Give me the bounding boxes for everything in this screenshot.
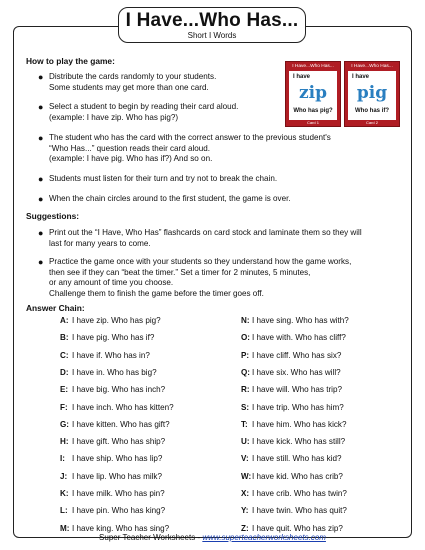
suggestion-item <box>38 257 352 299</box>
answer-chain-letter: T: <box>241 419 248 429</box>
answer-chain-letter: M: <box>60 523 70 533</box>
answer-chain-letter: V: <box>241 454 249 464</box>
how-to-item <box>38 174 278 185</box>
answer-chain-text: I have zip. Who has pig? <box>72 316 161 325</box>
bullet-line: Students must listen for their turn and try not to break the chain. <box>49 174 278 183</box>
answer-chain-text: I have crib. Who has twin? <box>252 489 347 498</box>
answer-chain-row <box>60 420 170 429</box>
answer-chain-text: I have trip. Who has him? <box>252 402 344 412</box>
answer-chain-letter: I: <box>60 454 65 464</box>
answer-chain-row <box>241 472 343 481</box>
bullet-line: The student who has the card with the correct answer to the previous student's <box>49 133 331 142</box>
answer-chain-text: I have cliff. Who has six? <box>252 350 342 360</box>
answer-chain-text: I have kitten. Who has gift? <box>72 419 170 429</box>
bullet-line: Practice the game once with your students so they understand how the game works, <box>49 257 352 266</box>
bullet-dot-icon: ● <box>38 194 44 204</box>
answer-chain-letter: B: <box>60 333 69 343</box>
answer-chain-text: I have pig. Who has if? <box>72 333 155 343</box>
answer-chain-letter: J: <box>60 471 68 481</box>
answer-chain-text: I have milk. Who has pin? <box>72 489 165 498</box>
card-header: I Have...Who Has... <box>292 64 334 69</box>
answer-chain-letter: Q: <box>241 367 250 377</box>
answer-chain-letter: O: <box>241 333 250 343</box>
card-whohas: Who has if? <box>355 108 389 114</box>
answer-chain-letter: F: <box>60 402 68 412</box>
how-to-heading: How to play the game: <box>26 56 115 66</box>
how-to-item <box>38 72 217 93</box>
answer-chain-letter: Z: <box>241 523 249 533</box>
bullet-line: (example: I have zip. Who has pig?) <box>49 112 179 122</box>
answer-chain-text: I have twin. Who has quit? <box>252 506 347 516</box>
bullet-line: “Who Has...” question reads their card aloud. <box>49 143 211 153</box>
answer-chain-text: I have will. Who has trip? <box>252 385 342 395</box>
card-ihave: I have <box>293 74 311 80</box>
bullet-dot-icon: ● <box>38 257 44 267</box>
answer-chain-letter: W: <box>241 471 252 481</box>
card-whohas: Who has pig? <box>293 108 333 114</box>
answer-chain-row <box>60 524 169 533</box>
answer-chain-row <box>60 489 165 498</box>
answer-chain-row <box>241 489 347 498</box>
footer <box>0 533 425 542</box>
answer-chain-text: I have him. Who has kick? <box>252 419 347 429</box>
answer-chain-row <box>241 437 345 446</box>
bullet-line: Some students may get more than one card. <box>49 82 209 92</box>
answer-chain-letter: X: <box>241 489 250 498</box>
answer-chain-row <box>241 420 346 429</box>
bullet-dot-icon: ● <box>38 228 44 238</box>
answer-chain-letter: K: <box>60 489 69 498</box>
bullet-line: Print out the “I Have, Who Has” flashcards on card stock and laminate them so they will <box>49 228 362 237</box>
answer-chain-letter: N: <box>241 316 250 325</box>
bullet-dot-icon: ● <box>38 133 44 143</box>
answer-chain-letter: P: <box>241 350 250 360</box>
bullet-dot-icon: ● <box>38 102 44 112</box>
answer-chain-letter: H: <box>60 437 69 447</box>
bullet-dot-icon: ● <box>38 174 44 184</box>
answer-chain-heading: Answer Chain: <box>26 303 85 313</box>
title-box <box>118 7 306 43</box>
answer-chain-text: I have if. Who has in? <box>72 350 150 360</box>
answer-chain-text: I have kick. Who has still? <box>252 437 346 447</box>
answer-chain-letter: S: <box>241 402 250 412</box>
answer-chain-row <box>60 385 165 394</box>
page-title: I Have...Who Has... <box>125 10 299 31</box>
answer-chain-letter: E: <box>60 385 69 395</box>
answer-chain-letter: D: <box>60 367 69 377</box>
bullet-line: (example: I have pig. Who has if?) And so on. <box>49 154 213 164</box>
answer-chain-letter: G: <box>60 419 69 429</box>
answer-chain-text: I have pin. Who has king? <box>72 506 166 516</box>
suggestions-heading: Suggestions: <box>26 211 80 221</box>
answer-chain-letter: L: <box>60 506 68 516</box>
answer-chain-text: I have quit. Who has zip? <box>252 523 343 533</box>
card-header: I Have...Who Has... <box>351 64 393 69</box>
answer-chain-letter: R: <box>241 385 250 395</box>
answer-chain-row <box>241 524 343 533</box>
how-to-item <box>38 133 331 165</box>
bullet-line: or any amount of time you choose. <box>49 278 174 288</box>
footer-prefix: Super Teacher Worksheets - <box>99 533 203 542</box>
answer-chain-letter: Y: <box>241 506 249 516</box>
answer-chain-text: I have six. Who has will? <box>252 367 341 377</box>
card-word: pig <box>356 83 388 103</box>
answer-chain-row <box>60 454 162 463</box>
answer-chain-text: I have ship. Who has lip? <box>72 454 163 464</box>
answer-chain-row <box>60 333 154 342</box>
answer-chain-text: I have kid. Who has crib? <box>252 471 343 481</box>
footer-link[interactable]: www.superteacherworksheets.com <box>202 533 326 542</box>
bullet-line: Select a student to begin by reading their card aloud. <box>49 102 239 111</box>
answer-chain-text: I have in. Who has big? <box>72 367 157 377</box>
bullet-line: then see if they can “beat the timer.” Set a timer for 2 minutes, 5 minutes, <box>49 267 311 277</box>
answer-chain-text: I have gift. Who has ship? <box>72 437 166 447</box>
answer-chain-row <box>60 437 165 446</box>
example-card-pig <box>344 61 400 127</box>
answer-chain-row <box>241 316 349 325</box>
answer-chain-row <box>241 506 347 515</box>
answer-chain-row <box>60 403 174 412</box>
answer-chain-row <box>241 368 341 377</box>
answer-chain-row <box>241 333 346 342</box>
answer-chain-row <box>241 385 342 394</box>
bullet-dot-icon: ● <box>38 72 44 82</box>
suggestion-item <box>38 228 362 249</box>
answer-chain-text: I have inch. Who has kitten? <box>72 402 174 412</box>
bullet-line: When the chain circles around to the first student, the game is over. <box>49 194 291 203</box>
answer-chain-text: I have still. Who has kid? <box>252 454 342 464</box>
example-card-zip <box>285 61 341 127</box>
answer-chain-text: I have big. Who has inch? <box>72 385 166 395</box>
bullet-line: Challenge them to finish the game before the timer goes off. <box>49 288 264 298</box>
card-body <box>348 71 396 120</box>
card-ihave: I have <box>352 74 370 80</box>
answer-chain-row <box>241 351 341 360</box>
answer-chain-row <box>241 454 342 463</box>
answer-chain-text: I have king. Who has sing? <box>72 523 170 533</box>
answer-chain-text: I have lip. Who has milk? <box>72 471 162 481</box>
card-word: zip <box>299 83 327 103</box>
answer-chain-row <box>60 368 157 377</box>
how-to-item <box>38 194 291 205</box>
card-footer: Card 1 <box>306 120 319 125</box>
answer-chain-row <box>60 316 161 325</box>
answer-chain-text: I have sing. Who has with? <box>252 316 349 325</box>
answer-chain-row <box>60 351 150 360</box>
answer-chain-letter: C: <box>60 350 69 360</box>
page-subtitle: Short I Words <box>187 31 237 40</box>
answer-chain-row <box>241 403 344 412</box>
card-body <box>289 71 337 120</box>
answer-chain-letter: A: <box>60 316 69 325</box>
answer-chain-letter: U: <box>241 437 250 447</box>
how-to-item <box>38 102 239 123</box>
answer-chain-row <box>60 472 162 481</box>
answer-chain-row <box>60 506 165 515</box>
bullet-line: last for many years to come. <box>49 238 151 248</box>
card-footer: Card 2 <box>365 120 378 125</box>
answer-chain-text: I have with. Who has cliff? <box>252 333 346 343</box>
bullet-line: Distribute the cards randomly to your students. <box>49 72 217 81</box>
